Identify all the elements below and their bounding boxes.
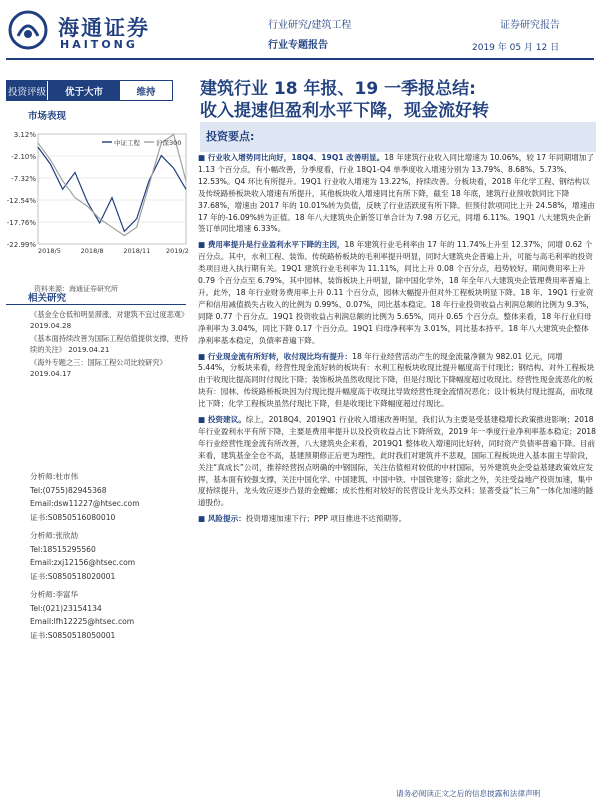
related-item-date: 2019.04.21 xyxy=(65,344,110,354)
y-tick-label: 3.12% xyxy=(13,131,36,139)
related-item[interactable] xyxy=(30,310,190,331)
key-points-title: 投资要点: xyxy=(206,130,255,143)
related-item-date: 2019.04.28 xyxy=(30,320,72,330)
report-label: 证券研究报告 xyxy=(500,20,560,31)
analyst-name: 分析师:杜市伟 xyxy=(30,472,79,481)
legend-label: 沪深300 xyxy=(156,139,182,147)
report-date: 2019 年 05 月 12 日 xyxy=(472,43,560,53)
market-heading: 市场表现 xyxy=(28,111,67,122)
key-points-body xyxy=(198,152,596,529)
related-item[interactable] xyxy=(30,334,190,355)
y-tick-label: -7.32% xyxy=(11,175,36,183)
paragraph-revenue: ■ 行业收入增势同比向好，18Q4、19Q1 改善明显。18 年建筑行业收入同比增速为 10.06%，较 17 年同期增加了 1.13 个百分点，有小幅改善，分季度看，行业 18Q1-Q4 单季度收入增速分别为 13.79%、8.68%、5.73%、12.53%。Q4 环比有所提升。19Q1 行业收入增速为 13.22%，持续改善。分板块看，2018 年化学工程、钢结构以及传统路桥板块收入增速有所提升，其他板块收入增速同比有所下降，截至 18 年底，建筑行业预收款同比下降 37.68%，增速由 2017 年的 10.01%转为负值，反映了行业活跃度有所下降。但预付款项同比上升 24.58%，增速由17 年的-16.09%转为正值。18 年八大建筑央企新签订单合计为 7.98 万亿元，同增 6.11%。19Q1 八大建筑央企新签订单同比增速 6.33%。 xyxy=(198,153,595,234)
analyst-tel: Tel:18515295560 xyxy=(30,544,96,554)
related-heading: 相关研究 xyxy=(28,293,67,304)
x-tick-label: 2018/5 xyxy=(38,247,61,255)
related-item[interactable] xyxy=(30,358,190,379)
analyst-cert: 证书:S0850518020001 xyxy=(30,571,116,581)
y-tick-label: -12.54% xyxy=(6,197,36,205)
related-list xyxy=(30,310,190,382)
analyst-list xyxy=(30,470,190,647)
haitong-logo-icon xyxy=(8,10,48,50)
analyst-email[interactable]: Email:dsw11227@htsec.com xyxy=(30,499,140,508)
analyst-cert: 证书:S0850516080010 xyxy=(30,512,116,522)
analyst-name: 分析师:张欣劼 xyxy=(30,531,79,540)
logo-text-cn: 海通证券 xyxy=(58,15,150,40)
x-tick-label: 2019/2 xyxy=(166,247,189,255)
paragraph-cashflow: ■ 行业现金流有所好转，收付现比均有提升：18 年行业经营活动产生的现金流量净额为 982.01 亿元，同增 5.44%，分板块来看，经营性现金流好转的板块有：水利工程板块收现比提升幅度高于付现比；钢结构、对外工程板块由于收现比提高同时付现比下降；装饰板块虽然收现比下降，但是付现比下降幅度超过收现比。经营性现金流恶化的板块有：园林、传统路桥板块因为付现比提升幅度高于收现比导致经营性现金流情况恶化；设计板块付现比提高，而收现比下降；化学工程板块虽然付现比下降，但是收现比下降幅度超过付现比。 xyxy=(198,351,595,409)
footer-disclaimer: 请务必阅读正文之后的信息披露和法律声明 xyxy=(396,789,541,798)
logo-text-en: HAITONG xyxy=(60,38,138,51)
series-line-0 xyxy=(38,147,186,231)
analyst-name: 分析师:李富华 xyxy=(30,590,79,599)
market-chart xyxy=(6,124,196,274)
analyst-email[interactable]: Email:lfh12225@htsec.com xyxy=(30,617,135,626)
related-item-title: 《基金全仓低和明显滞涨，对建筑不宜过度悲观》 xyxy=(30,310,189,319)
x-tick-label: 2018/8 xyxy=(80,247,104,255)
analyst-cert: 证书:S0850518050001 xyxy=(30,630,116,640)
related-item-title: 《基本面持续改善为国际工程估值提供支撑，更持续的关注》 xyxy=(30,334,189,354)
header-divider xyxy=(6,58,594,60)
page-title-line2: 收入提速但盈利水平下降，现金流好转 xyxy=(200,101,489,121)
page-title-line1: 建筑行业 18 年报、19 一季报总结: xyxy=(200,79,476,99)
x-tick-label: 2018/11 xyxy=(123,247,151,255)
analyst-email[interactable]: Email:zxj12156@htsec.com xyxy=(30,558,136,567)
rating-value: 优于大市 xyxy=(47,81,120,100)
rating-status: 维持 xyxy=(136,86,156,98)
report-category: 行业研究/建筑工程 xyxy=(268,20,352,31)
paragraph-advice: ■ 投资建议。综上，2018Q4、2019Q1 行业收入增速改善明显，我们认为主要是受基建稳增长政策推进影响；2018 年行业盈利水平有所下降，主要是费用率提升以及投资收益占比下降所致，2019 年一季度行业净利率基本稳定；2018 年行业经营性现金流有所改善，八大建筑央企来看，2019Q1 整体收入增速同比好转，同时资产负债率普遍下降。目前来看，建筑基金全仓不高，基建预期修正后更为理性，此时我们对建筑并不悲观，国际工程板块进入基本面主导阶段，关注“真成长”公司，推荐经营拐点明确的中钢国际，关注估值相对较低的中材国际，另外建筑央企受益基建政策效应发挥，基本面有较强支撑，关注中国化学、中国建筑、中国中铁、中国铁建等；除此之外，关注受益地产投资加速，集中度持续提升，龙头效应逐步凸显的金螳螂；成长性相对较好的民营设计龙头苏交科；显著受益“长三角”一体化加速的隧道股份。 xyxy=(198,415,596,508)
paragraph-cost: ■ 费用率提升是行业盈利水平下降的主因，18 年建筑行业毛利率由 17 年的 11.74%上升至 12.37%，同增 0.62 个百分点。其中，水利工程、装饰、传统路桥板块的毛利率提升明显，同时大建筑央企普遍上升，可能与高毛利率的投资类项目进入执行期有关。19Q1 建筑行业毛利率为 11.11%，同比上升 0.08 个百分点，趋势较好。期间费用率上升 0.79 个百分点至 6.79%，其中园林、装饰板块上升明显，除中国化学外，18 年全年八大建筑央企管理费用率普遍上升。此外，18 年行业财务费用率上升 0.11 个百分点，园林大幅提升但对外工程板块明显下降。18 年、19Q1 行业资产和信用减值损失占收入的比例为 0.99%、0.07%，同比基本稳定。18 年行业投资收益占利润总额的比例为 9.3%，同降 0.77 个百分点。19Q1 投资收益占利润总额的比例为 5.65%，同升 0.65 个百分点。整体来看，18 年行业归母净利率为 3.04%，同比下降 0.17 个百分点。19Q1 归母净利率为 3.01%，同比基本持平。18 年八大建筑央企整体净利率基本稳定，负债率普遍下降。 xyxy=(198,240,594,345)
related-item-date: 2019.04.17 xyxy=(30,368,72,378)
y-tick-label: -22.99% xyxy=(6,241,36,249)
legend-label: 中证工程 xyxy=(114,139,140,147)
rating-label: 投资评级 xyxy=(7,81,47,100)
analyst-tel: Tel:(021)23154134 xyxy=(30,603,102,613)
y-tick-label: -2.10% xyxy=(11,153,36,161)
y-tick-label: -17.76% xyxy=(6,219,36,227)
report-type: 行业专题报告 xyxy=(268,40,328,51)
paragraph-risk: ■ 风险提示：投资增速加速下行；PPP 项目推进不达预期等。 xyxy=(198,514,407,524)
chart-source: 资料来源：海通证券研究所 xyxy=(34,285,118,293)
rating-bar xyxy=(6,80,173,101)
related-item-title: 《海外专题之三：国际工程公司比较研究》 xyxy=(30,358,167,367)
analyst-tel: Tel:(0755)82945368 xyxy=(30,485,107,495)
key-points-header xyxy=(200,122,596,152)
related-divider xyxy=(6,304,186,305)
